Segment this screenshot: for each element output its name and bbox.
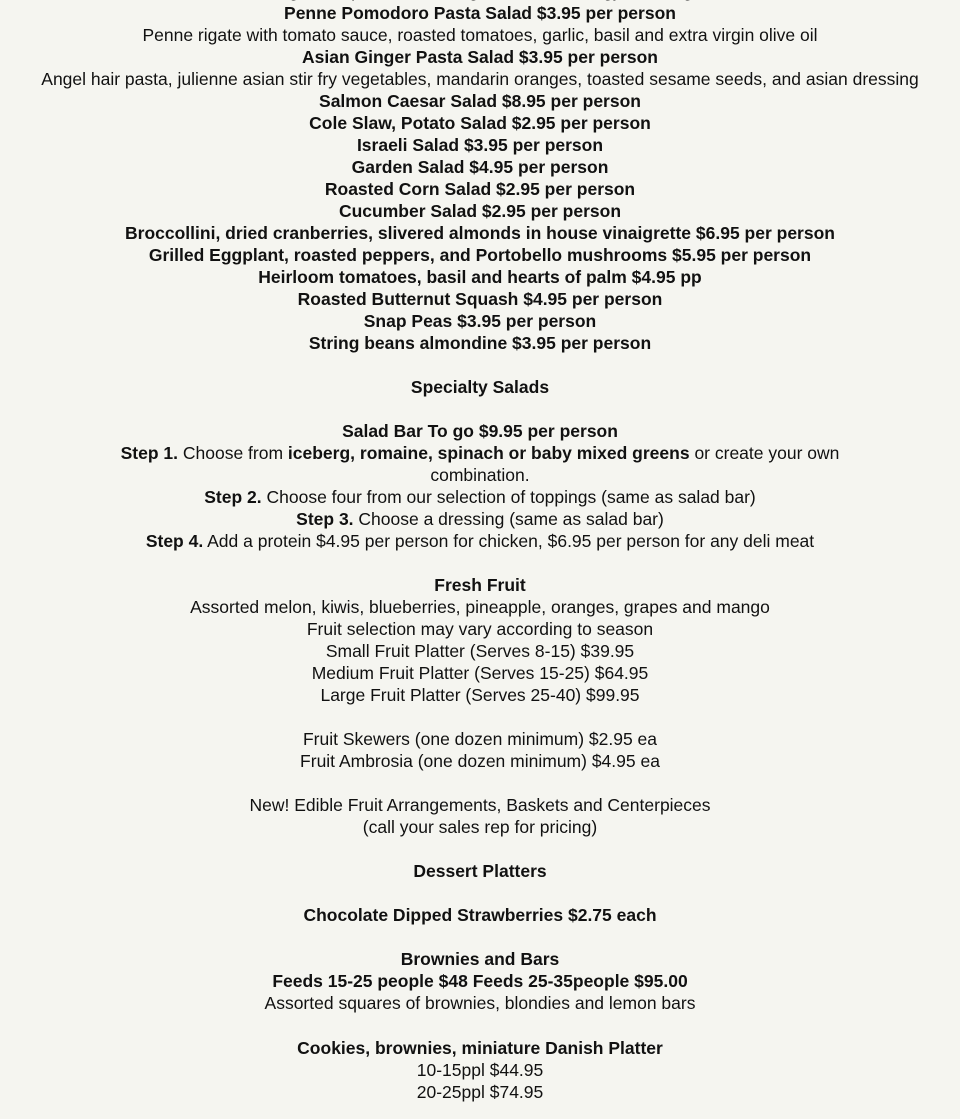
fruit-line: Small Fruit Platter (Serves 8-15) $39.95	[325, 641, 635, 661]
step-3	[0, 508, 960, 530]
step-2-text: Choose four from our selection of toppings (same as salad bar)	[261, 487, 756, 507]
step-1-pre: Choose from	[178, 443, 288, 463]
spacer	[0, 354, 960, 376]
call-sales-rep-note: (call your sales rep for pricing)	[362, 817, 598, 837]
fruit-line: Assorted melon, kiwis, blueberries, pineapple, oranges, grapes and mango	[190, 597, 770, 617]
brownies-heading: Brownies and Bars	[400, 949, 560, 969]
menu-item-title: Penne Pomodoro Pasta Salad $3.95 per person	[284, 3, 676, 23]
menu-item-description: Angel hair pasta, julienne asian stir fry vegetables, mandarin oranges, toasted sesame seeds, and asian dressing	[41, 69, 919, 89]
menu-item-title: Roasted Butternut Squash $4.95 per person	[297, 289, 663, 309]
brownies-description: Assorted squares of brownies, blondies and lemon bars	[264, 993, 696, 1013]
menu-item-description: Penne rigate with tomato sauce, roasted tomatoes, garlic, basil and extra virgin olive oil	[142, 25, 818, 45]
section-heading-specialty-salads: Specialty Salads	[410, 377, 550, 397]
step-4-label: Step 4.	[145, 531, 204, 551]
cookies-heading: Cookies, brownies, miniature Danish Platter	[297, 1038, 663, 1058]
strawberries-item: Chocolate Dipped Strawberries $2.75 each	[303, 905, 657, 925]
salad-bar-title: Salad Bar To go $9.95 per person	[342, 421, 618, 441]
step-1-post: or create your own combination.	[430, 443, 840, 485]
menu-item-title: Garden Salad $4.95 per person	[351, 157, 609, 177]
fruit-ambrosia: Fruit Ambrosia (one dozen minimum) $4.95 ea	[300, 751, 660, 771]
menu-item-title: Roasted Corn Salad $2.95 per person	[324, 179, 636, 199]
edible-arrangements: New! Edible Fruit Arrangements, Baskets and Centerpieces	[249, 795, 711, 815]
fruit-line: Large Fruit Platter (Serves 25-40) $99.95	[320, 685, 640, 705]
cookies-price-small: 10-15ppl $44.95	[416, 1060, 544, 1080]
spacer	[0, 552, 960, 574]
menu-item-title: Grilled Eggplant, roasted peppers, and Portobello mushrooms $5.95 per person	[148, 245, 812, 265]
step-1	[110, 442, 850, 486]
step-4-text: Add a protein $4.95 per person for chicken, $6.95 per person for any deli meat	[203, 531, 815, 551]
menu-item-title: Broccollini, dried cranberries, slivered almonds in house vinaigrette $6.95 per person	[125, 223, 835, 243]
step-3-label: Step 3.	[296, 509, 354, 529]
spacer	[0, 882, 960, 904]
section-heading-dessert-platters: Dessert Platters	[413, 861, 547, 881]
fruit-skewers: Fruit Skewers (one dozen minimum) $2.95 ea	[302, 729, 658, 749]
step-1-greens: iceberg, romaine, spinach or baby mixed greens	[287, 443, 690, 463]
spacer	[0, 398, 960, 420]
menu-item-title: String beans almondine $3.95 per person	[308, 333, 652, 353]
menu-item-title: Israeli Salad $3.95 per person	[356, 135, 604, 155]
spacer	[0, 1014, 960, 1037]
cookies-price-large: 20-25ppl $74.95	[416, 1082, 544, 1102]
menu-item-title: Snap Peas $3.95 per person	[363, 311, 597, 331]
step-2	[0, 486, 960, 508]
step-1-label: Step 1.	[120, 443, 178, 463]
spacer	[0, 706, 960, 728]
menu-item-title: Asian Ginger Pasta Salad $3.95 per person	[302, 47, 658, 67]
brownies-prices: Feeds 15-25 people $48 Feeds 25-35people $95.00	[272, 971, 688, 991]
menu-item-title: Cole Slaw, Potato Salad $2.95 per person	[309, 113, 651, 133]
section-heading-fresh-fruit: Fresh Fruit	[434, 575, 526, 595]
fruit-line: Fruit selection may vary according to season	[306, 619, 654, 639]
menu-item-title: Salmon Caesar Salad $8.95 per person	[319, 91, 641, 111]
spacer	[0, 838, 960, 860]
spacer	[0, 772, 960, 794]
spacer	[0, 926, 960, 948]
fruit-line: Medium Fruit Platter (Serves 15-25) $64.95	[311, 663, 649, 683]
step-3-text: Choose a dressing (same as salad bar)	[353, 509, 664, 529]
menu-item-title: Cucumber Salad $2.95 per person	[338, 201, 622, 221]
menu-item-title: Heirloom tomatoes, basil and hearts of palm $4.95 pp	[258, 267, 702, 287]
step-2-label: Step 2.	[204, 487, 262, 507]
step-4	[0, 530, 960, 552]
